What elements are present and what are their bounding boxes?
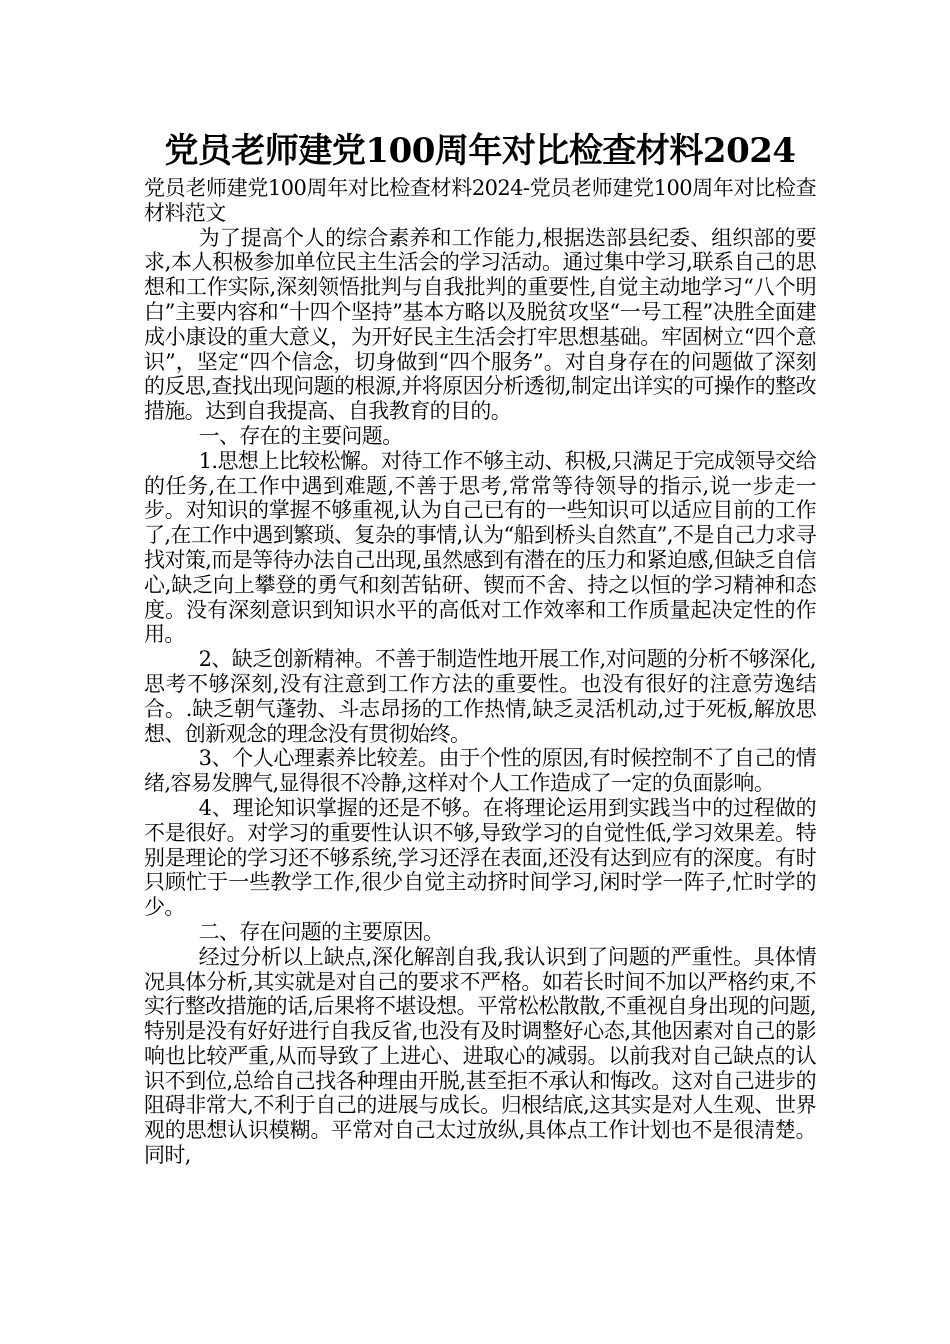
paragraph-intro: 为了提高个人的综合素养和工作能力,根据迭部县纪委、组织部的要求,本人积极参加单位民主生活会的学习活动。通过集中学习,联系自己的思想和工作实际,深刻领悟批判与自我批判的重要性,自觉主动地学习“八个明白”主要内容和“十四个坚持”基本方略以及脱贫攻坚“一号工程”决胜全面建成小康设的重大意义，为开好民主生活会打牢思想基础。牢固树立“四个意识”，坚定“四个信念，切身做到“四个服务”。对自身存在的问题做了深刻的反思,查找出现问题的根源,并将原因分析透彻,制定出详实的可操作的整改措施。达到自我提高、自我教育的目的。 bbox=[144, 225, 816, 424]
document-subtitle: 党员老师建党100周年对比检查材料2024-党员老师建党100周年对比检查材料范文 bbox=[144, 176, 816, 225]
section-heading-problems: 一、存在的主要问题。 bbox=[198, 423, 403, 448]
document-title: 党员老师建党100周年对比检查材料2024 bbox=[164, 131, 796, 171]
paragraph-problem-3: 3、个人心理素养比较差。由于个性的原因,有时候控制不了自己的情绪,容易发脾气,显得很不冷静,这样对个人工作造成了一定的负面影响。 bbox=[144, 746, 816, 796]
paragraph-problem-4: 4、理论知识掌握的还是不够。在将理论运用到实践当中的过程做的不是很好。对学习的重要性认识不够,导致学习的自觉性低,学习效果差。特别是理论的学习还不够系统,学习还浮在表面,还没有达到应有的深度。有时只顾忙于一些教学工作,很少自觉主动挤时间学习,闲时学一阵子,忙时学的少。 bbox=[144, 795, 816, 920]
paragraph-problem-2: 2、缺乏创新精神。不善于制造性地开展工作,对问题的分析不够深化,思考不够深刻,没有注意到工作方法的重要性。也没有很好的注意劳逸结合。.缺乏朝气蓬勃、斗志昂扬的工作热情,缺乏灵活机动,过于死板,解放思想、创新观念的理念没有贯彻始终。 bbox=[144, 647, 816, 746]
section-heading-causes: 二、存在问题的主要原因。 bbox=[198, 919, 444, 944]
paragraph-problem-1: 1.思想上比较松懈。对待工作不够主动、积极,只满足于完成领导交给的任务,在工作中遇到难题,不善于思考,常常等待领导的指示,说一步走一步。对知识的掌握不够重视,认为自己已有的一些知识可以适应目前的工作了,在工作中遇到繁琐、复杂的事情,认为“船到桥头自然直”,不是自己力求寻找对策,而是等待办法自己出现,虽然感到有潜在的压力和紧迫感,但缺乏自信心,缺乏向上攀登的勇气和刻苦钻研、锲而不舍、持之以恒的学习精神和态度。没有深刻意识到知识水平的高低对工作效率和工作质量起决定性的作用。 bbox=[144, 448, 816, 647]
paragraph-causes: 经过分析以上缺点,深化解剖自我,我认识到了问题的严重性。具体情况具体分析,其实就是对自己的要求不严格。如若长时间不加以严格约束,不实行整改措施的话,后果将不堪设想。平常松松散散,不重视自身出现的问题,特别是没有好好进行自我反省,也没有及时调整好心态,其他因素对自己的影响也比较严重,从而导致了上进心、进取心的减弱。以前我对自己缺点的认识不到位,总给自己找各种理由开脱,甚至拒不承认和悔改。这对自己进步的阻碍非常大,不利于自己的进展与成长。归根结底,这其实是对人生观、世界观的思想认识模糊。平常对自己太过放纵,具体点工作计划也不是很清楚。同时, bbox=[144, 944, 816, 1168]
document-page bbox=[144, 128, 816, 1168]
